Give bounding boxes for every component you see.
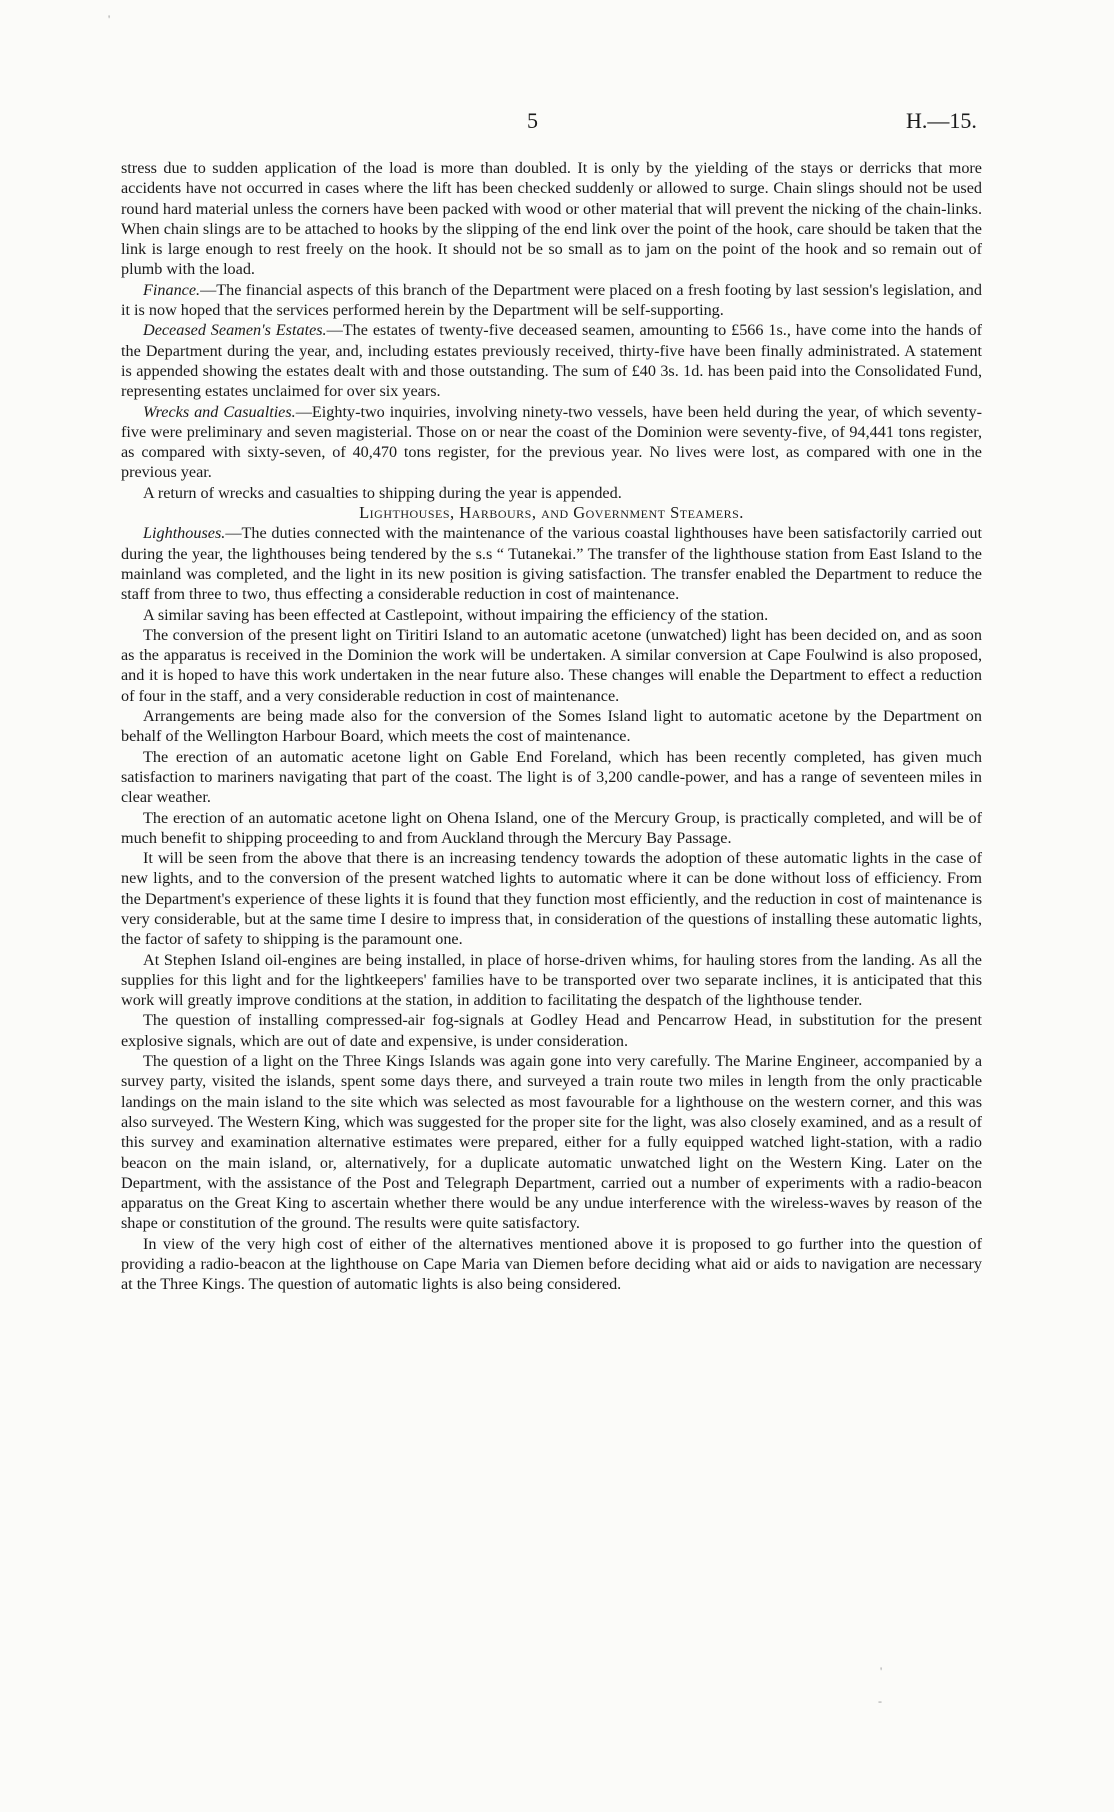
document-body: [121, 158, 982, 1295]
paragraph-tiritiri: The conversion of the present light on Tiritiri Island to an automatic acetone (unwatched) light has been decided on, and as soon as the apparatus is received in the Dominion the work will be undertaken. A similar conversion at Cape Foulwind is also proposed, and it is hoped to have this work undertaken in the near future also. These changes will enable the Department to effect a reduction of four in the staff, and a very considerable reduction in cost of maintenance.: [121, 625, 982, 705]
page-header: [0, 108, 1114, 138]
lighthouses-text: —The duties connected with the maintenance of the various coastal lighthouses have been satisfactorily carried out during the year, the lighthouses being tendered by the s.s “ Tutanekai.” The transfer of the lighthouse station from East Island to the mainland was completed, and the light in its new position is giving satisfaction. The transfer enabled the Department to reduce the staff from three to two, thus effecting a considerable reduction in cost of maintenance.: [121, 524, 982, 604]
paragraph-finance: [121, 280, 982, 321]
finance-text: —The financial aspects of this branch of the Department were placed on a fresh footing by last session's legislation, and it is now hoped that the services performed herein by the Department will be self-supporting.: [121, 280, 982, 320]
seamen-heading: Deceased Seamen's Estates.: [143, 321, 327, 340]
paragraph-automatic-tendency: It will be seen from the above that there is an increasing tendency towards the adoption of these automatic lights in the case of new lights, and to the conversion of the present watched lights to automatic where it can be done without loss of efficiency. From the Department's experience of these lights it is found that they function most efficiently, and the reduction in cost of maintenance is very considerable, but at the same time I desire to impress that, in consideration of the questions of installing these automatic lights, the factor of safety to shipping is the paramount one.: [121, 849, 982, 949]
paragraph-radio-beacon: In view of the very high cost of either of the alternatives mentioned above it is proposed to go further into the question of providing a radio-beacon at the lighthouse on Cape Maria van Diemen before deciding what aid or aids to navigation are necessary at the Three Kings. The question of automatic lights is also being considered.: [121, 1234, 982, 1294]
paragraph-wrecks: [121, 402, 982, 483]
paragraph-ohena-island: The erection of an automatic acetone light on Ohena Island, one of the Mercury Group, is practically completed, and will be of much benefit to shipping proceeding to and from Auckland through the Mercury Bay Passage.: [121, 808, 982, 847]
wrecks-text: —Eighty-two inquiries, involving ninety-two vessels, have been held during the year, of which seventy-five were preliminary and seven magisterial. Those on or near the coast of the Dominion were seventy-five, of 94,441 tons register, as compared with sixty-seven, of 40,470 tons register, for the previous year. No lives were lost, as compared with one in the previous year.: [121, 402, 982, 482]
paragraph-gable-end: The erection of an automatic acetone light on Gable End Foreland, which has been recently completed, has given much satisfaction to mariners navigating that part of the coast. The light is of 3,200 candle-power, and has a range of seventeen miles in clear weather.: [121, 747, 982, 807]
wrecks-heading: Wrecks and Casualties.: [143, 402, 296, 421]
lighthouses-heading: Lighthouses.: [143, 524, 226, 543]
document-reference: H.—15.: [906, 108, 977, 133]
paragraph-castlepoint: A similar saving has been effected at Castlepoint, without impairing the efficiency of the station.: [143, 605, 769, 624]
paragraph-chain-slings: stress due to sudden application of the load is more than doubled. It is only by the yielding of the stays or derricks that more accidents have not occurred in cases where the lift has been checked suddenly or allowed to surge. Chain slings should not be used round hard material unless the corners have been packed with wood or other material that will prevent the nicking of the chain-links. When chain slings are to be attached to hooks by the slipping of the end link over the point of the hook, care should be taken that the link is large enough to rest freely on the hook. It should not be so small as to jam on the point of the hook and so remain out of plumb with the load.: [121, 159, 982, 279]
scan-mark: ': [880, 1664, 883, 1678]
scan-mark: ': [108, 12, 111, 26]
paragraph-fog-signals: The question of installing compressed-air fog-signals at Godley Head and Pencarrow Head, in substitution for the present explosive signals, which are out of date and expensive, is under consideration.: [121, 1011, 982, 1050]
paragraph-three-kings: The question of a light on the Three Kings Islands was again gone into very carefully. The Marine Engineer, accompanied by a survey party, visited the islands, spent some days there, and surveyed a train route two miles in length from the only practicable landings on the main island to the site which was selected as most favourable for a lighthouse on the western corner, and this was also surveyed. The Western King, which was suggested for the proper site for the light, was also closely examined, and as a result of this survey and examination alternative estimates were prepared, either for a fully equipped watched light-station, with a radio beacon on the main island, or, alternatively, for a duplicate automatic unwatched light on the Western King. Later on the Department, with the assistance of the Post and Telegraph Department, carried out a number of experiments with a radio-beacon apparatus on the Great King to ascertain whether there would be any undue interference with the wireless-waves by reason of the shape or constitution of the ground. The results were quite satisfactory.: [121, 1052, 982, 1233]
seamen-text: —The estates of twenty-five deceased seamen, amounting to £566 1s., have come into the hands of the Department during the year, and, including estates previously received, thirty-five have been finally administrated. A statement is appended showing the estates dealt with and those outstanding. The sum of £40 3s. 1d. has been paid into the Consolidated Fund, representing estates unclaimed for over six years.: [121, 321, 982, 401]
scan-mark: -: [878, 1694, 882, 1708]
paragraph-deceased-seamen: [121, 320, 982, 401]
paragraph-wrecks-return: A return of wrecks and casualties to shipping during the year is appended.: [143, 483, 622, 502]
page-number: 5: [527, 108, 538, 133]
paragraph-somes-island: Arrangements are being made also for the conversion of the Somes Island light to automatic acetone by the Department on behalf of the Wellington Harbour Board, which meets the cost of maintenance.: [121, 707, 982, 746]
section-title: Lighthouses, Harbours, and Government Steamers.: [359, 503, 744, 523]
paragraph-lighthouses: [121, 523, 982, 604]
finance-heading: Finance.: [143, 280, 201, 299]
paragraph-stephen-island: At Stephen Island oil-engines are being installed, in place of horse-driven whims, for hauling stores from the landing. As all the supplies for this light and for the lightkeepers' families have to be transported over two separate inclines, it is anticipated that this work will greatly improve conditions at the station, in addition to facilitating the despatch of the lighthouse tender.: [121, 950, 982, 1010]
